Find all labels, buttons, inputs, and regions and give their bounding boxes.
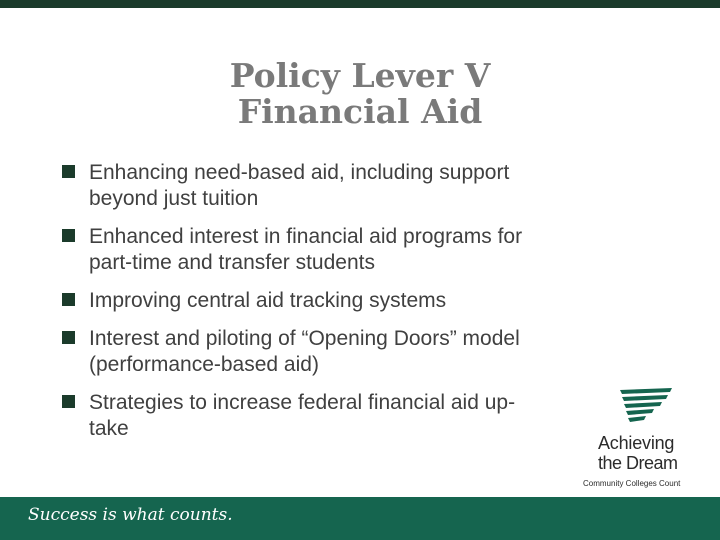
bullet-item [62, 326, 602, 378]
bullet-text-line1: Strategies to increase federal financial aid up- [89, 391, 516, 414]
bullet-text-line1: Enhanced interest in financial aid programs for [89, 225, 523, 248]
stripes-logo-icon [616, 386, 676, 428]
square-bullet-icon [62, 229, 75, 242]
achieving-the-dream-logo [580, 378, 710, 496]
footer-tagline: Success is what counts. [28, 505, 233, 525]
square-bullet-icon [62, 293, 75, 306]
bullet-text-line1: Improving central aid tracking systems [89, 289, 447, 312]
logo-text-line2: the Dream [598, 453, 678, 473]
top-bar [0, 0, 720, 8]
bullet-item [62, 288, 602, 314]
slide-title-line1: Policy Lever V [229, 56, 491, 95]
square-bullet-icon [62, 165, 75, 178]
bullet-text-line2: take [89, 417, 129, 440]
bullet-item [62, 160, 602, 212]
slide-title [0, 58, 720, 130]
bullet-text-line2: (performance-based aid) [89, 353, 319, 376]
bullet-item [62, 224, 602, 276]
bullet-text-line1: Enhancing need-based aid, including support [89, 161, 510, 184]
bullet-text-line2: beyond just tuition [89, 187, 259, 210]
bullet-text-line2: part-time and transfer students [89, 251, 375, 274]
slide-title-line2: Financial Aid [237, 92, 483, 131]
logo-subtitle: Community Colleges Count [583, 479, 681, 488]
square-bullet-icon [62, 395, 75, 408]
bullet-text-line1: Interest and piloting of “Opening Doors” model [89, 327, 520, 350]
footer-bar [0, 497, 720, 540]
bullet-list [62, 160, 602, 454]
logo-text-line1: Achieving [598, 433, 675, 453]
square-bullet-icon [62, 331, 75, 344]
bullet-item [62, 390, 602, 442]
